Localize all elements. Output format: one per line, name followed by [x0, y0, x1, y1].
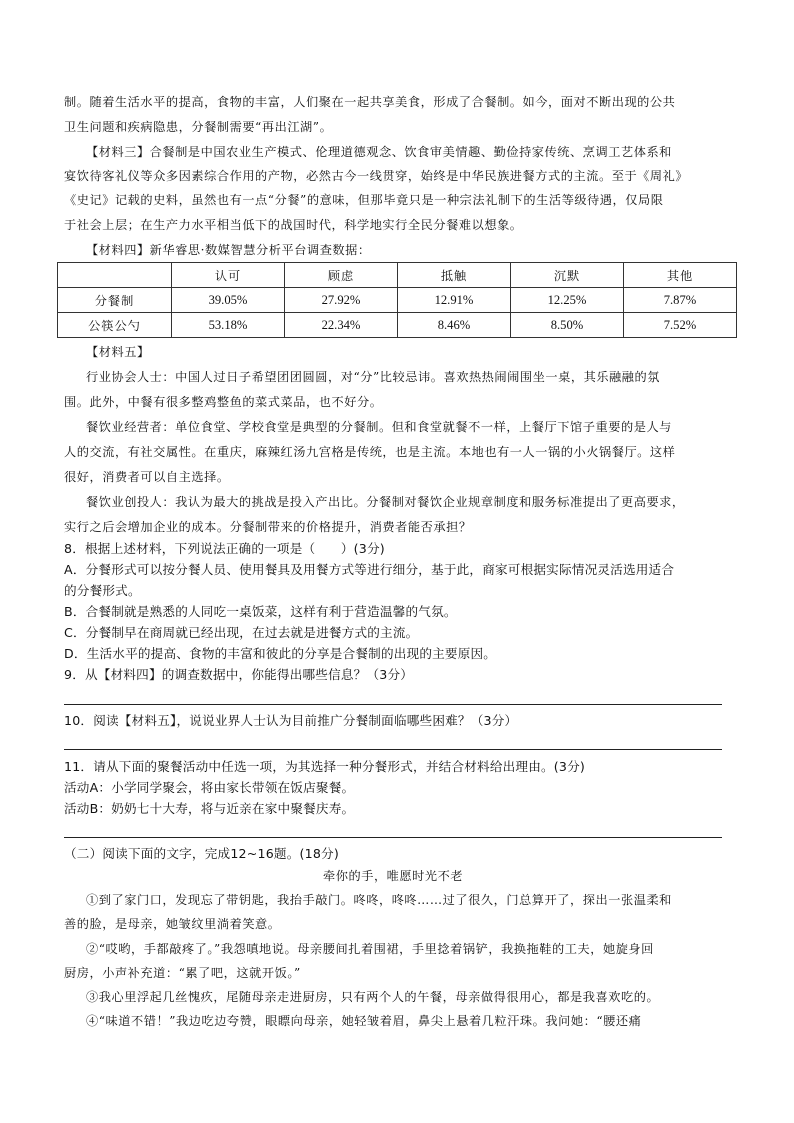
- essay-paragraph-line: 善的脸，是母亲，她皱纹里淌着笑意。: [64, 917, 281, 931]
- question-8-option-a: 的分餐形式。: [64, 583, 141, 598]
- material5-line: 人的交流，有社交属性。在重庆，麻辣红汤九宫格是传统，也是主流。本地也有一人一锅的小火锅餐厅。这样: [64, 445, 676, 459]
- survey-table-header-row: [58, 263, 737, 288]
- material5-line: 很好，消费者可以自主选择。: [64, 470, 230, 484]
- material5-line: 实行之后会增加企业的成本。分餐制带来的价格提升，消费者能否承担？: [64, 520, 472, 534]
- table-header-cell: [58, 263, 172, 288]
- top-paragraph-line: 卫生问题和疾病隐患，分餐制需要“再出江湖”。: [64, 120, 333, 134]
- material5-heading: 【材料五】: [86, 345, 150, 359]
- question-8-stem: 8．根据上述材料，下列说法正确的一项是（ ）(3分): [64, 541, 385, 556]
- table-header-cell: 其他: [624, 263, 737, 288]
- question-10-stem: 10．阅读【材料五】，说说业界人士认为目前推广分餐制面临哪些困难？（3分）: [64, 713, 518, 728]
- material5-line: 餐饮业经营者：单位食堂、学校食堂是典型的分餐制。但和食堂就餐不一样，上餐厅下馆子重要的是人与: [86, 420, 672, 434]
- answer-line: [64, 749, 722, 750]
- question-8-option-b: B．合餐制就是熟悉的人同吃一桌饭菜，这样有利于营造温馨的气氛。: [64, 604, 457, 619]
- table-cell: 12.25%: [511, 288, 624, 313]
- material5-line: 围。此外，中餐有很多整鸡整鱼的菜式菜品，也不好分。: [64, 395, 383, 409]
- activity-b: 活动B：奶奶七十大寿，将与近亲在家中聚餐庆寿。: [64, 801, 355, 816]
- essay-paragraph-line: ④“味道不错！”我边吃边夸赞，眼瞟向母亲，她轻皱着眉，鼻尖上悬着几粒汗珠。我问她：“腰还痛: [86, 1014, 642, 1028]
- table-cell: 39.05%: [172, 288, 285, 313]
- answer-line: [64, 837, 722, 838]
- table-header-cell: 顾虑: [285, 263, 398, 288]
- question-9-stem: 9．从【材料四】的调查数据中，你能得出哪些信息？（3分）: [64, 667, 414, 682]
- table-cell: 8.46%: [398, 313, 511, 338]
- answer-line: [64, 704, 722, 705]
- material5-line: 餐饮业创投人：我认为最大的挑战是投入产出比。分餐制对餐饮企业规章制度和服务标准提出了更高要求，: [86, 495, 685, 509]
- table-row-label: 公筷公勺: [58, 313, 172, 338]
- material5-line: 行业协会人士：中国人过日子希望团团圆圆，对“分”比较忌讳。喜欢热热闹闹围坐一桌，其乐融融的氛: [86, 370, 661, 384]
- table-row-label: 分餐制: [58, 288, 172, 313]
- activity-a: 活动A：小学同学聚会，将由家长带领在饭店聚餐。: [64, 780, 355, 795]
- table-header-cell: 沉默: [511, 263, 624, 288]
- table-row: [58, 313, 737, 338]
- material3-line: 【材料三】合餐制是中国农业生产模式、伦理道德观念、饮食审美情趣、勤俭持家传统、烹调工艺体系和: [86, 145, 672, 159]
- question-8-option-d: D．生活水平的提高、食物的丰富和彼此的分享是合餐制的出现的主要原因。: [64, 646, 497, 661]
- material3-line: 《史记》记载的史料，虽然也有一点“分餐”的意味，但那毕竟只是一种宗法礼制下的生活等级待遇，仅局限: [64, 193, 664, 207]
- table-cell: 7.87%: [624, 288, 737, 313]
- table-cell: 53.18%: [172, 313, 285, 338]
- essay-paragraph-line: ②“哎哟，手都敲疼了。”我怨嗔地说。母亲腰间扎着围裙，手里捻着锅铲，我换拖鞋的工夫，她旋身回: [86, 942, 654, 956]
- essay-paragraph-line: ③我心里浮起几丝愧疚，尾随母亲走进厨房，只有两个人的午餐，母亲做得很用心，都是我喜欢吃的。: [86, 990, 660, 1004]
- top-paragraph-line: 制。随着生活水平的提高，食物的丰富，人们聚在一起共享美食，形成了合餐制。如今，面对不断出现的公共: [64, 95, 676, 109]
- section2-intro: （二）阅读下面的文字，完成12~16题。(18分): [64, 846, 339, 861]
- essay-title: 牵你的手，唯愿时光不老: [323, 869, 464, 883]
- material4-caption: 【材料四】新华睿思·数媒智慧分析平台调查数据：: [86, 243, 371, 257]
- essay-paragraph-line: 厨房，小声补充道：“累了吧，这就开饭。”: [64, 966, 301, 980]
- table-cell: 12.91%: [398, 288, 511, 313]
- essay-paragraph-line: ①到了家门口，发现忘了带钥匙，我抬手敲门。咚咚，咚咚……过了很久，门总算开了，探出一张温柔和: [86, 893, 672, 907]
- table-cell: 22.34%: [285, 313, 398, 338]
- table-header-cell: 抵触: [398, 263, 511, 288]
- table-cell: 7.52%: [624, 313, 737, 338]
- material3-line: 宴饮待客礼仪等众多因素综合作用的产物，必然古今一线贯穿，始终是中华民族进餐方式的主流。至于《周礼》: [64, 169, 689, 183]
- material3-line: 于社会上层；在生产力水平相当低下的战国时代，科学地实行全民分餐难以想象。: [64, 218, 523, 232]
- question-11-stem: 11．请从下面的聚餐活动中任选一项，为其选择一种分餐形式，并结合材料给出理由。(3分): [64, 759, 586, 774]
- table-cell: 8.50%: [511, 313, 624, 338]
- table-cell: 27.92%: [285, 288, 398, 313]
- table-row: [58, 288, 737, 313]
- question-8-option-a: A．分餐形式可以按分餐人员、使用餐具及用餐方式等进行细分，基于此，商家可根据实际情况灵活选用适合: [64, 562, 675, 577]
- question-8-option-c: C．分餐制早在商周就已经出现，在过去就是进餐方式的主流。: [64, 625, 419, 640]
- survey-table: [57, 262, 737, 338]
- table-header-cell: 认可: [172, 263, 285, 288]
